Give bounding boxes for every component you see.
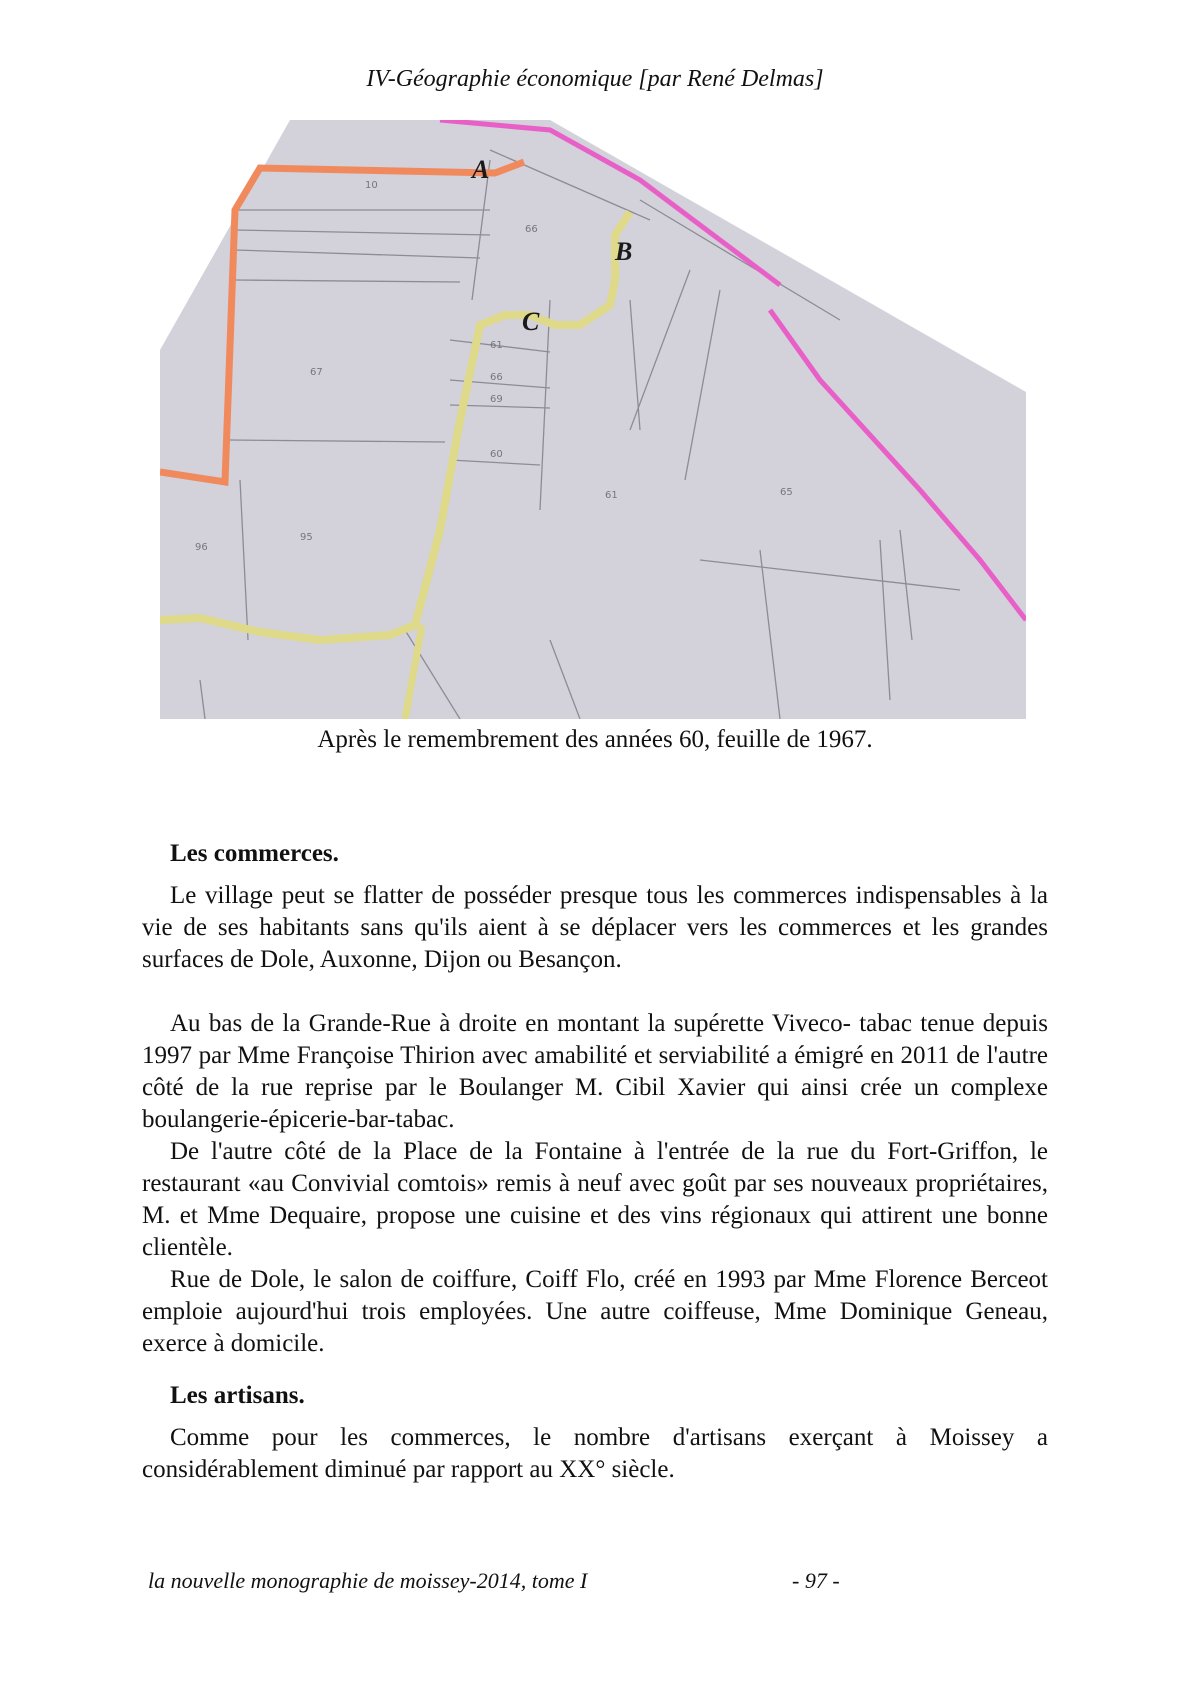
svg-text:67: 67 (310, 367, 323, 378)
svg-text:61: 61 (490, 340, 503, 351)
section-heading-artisans: Les artisans. (170, 1382, 305, 1409)
svg-text:65: 65 (780, 487, 793, 498)
running-header: IV-Géographie économique [par René Delmas] (366, 66, 824, 92)
map-label-b: B (615, 237, 633, 266)
map-label-a: A (472, 155, 490, 184)
svg-text:61: 61 (605, 490, 618, 501)
paragraph: Comme pour les commerces, le nombre d'artisans exerçant à Moissey a considérablement diminué par rapport au XX° siècle. (142, 1424, 1048, 1483)
map-label-c: C (522, 307, 540, 336)
cadastral-map-image (160, 120, 1026, 719)
paragraph: De l'autre côté de la Place de la Fontaine à l'entrée de la rue du Fort-Griffon, le restaurant «au Convivial comtois» remis à neuf avec goût par ses nouveaux propriétaires, M. et Mme Dequaire, propose une cuisine et des vins régionaux qui attirent une bonne clientèle. (142, 1138, 1048, 1261)
section-heading-commerces: Les commerces. (170, 840, 339, 867)
svg-text:95: 95 (300, 532, 313, 543)
page-number: - 97 - (792, 1568, 840, 1593)
paragraph: Rue de Dole, le salon de coiffure, Coiff Flo, créé en 1993 par Mme Florence Berceot emploie aujourd'hui trois employées. Une autre coiffeuse, Mme Dominique Geneau, exerce à domicile. (142, 1266, 1048, 1357)
paragraph: Au bas de la Grande-Rue à droite en montant la supérette Viveco- tabac tenue depuis 1997 par Mme Françoise Thirion avec amabilité et serviabilité a émigré en 2011 de l'autre côté de la rue reprise par le Boulanger M. Cibil Xavier qui ainsi crée un complexe boulangerie-épicerie-bar-tabac. (142, 1010, 1048, 1133)
svg-text:69: 69 (490, 394, 503, 405)
svg-text:10: 10 (365, 180, 378, 191)
footer-book-title: la nouvelle monographie de moissey-2014, tome I (148, 1568, 588, 1593)
svg-text:66: 66 (525, 224, 538, 235)
svg-text:96: 96 (195, 542, 208, 553)
paragraph: Le village peut se flatter de posséder presque tous les commerces indispensables à la vie de ses habitants sans qu'ils aient à se déplacer vers les commerces et les grandes surfaces de Dole, Auxonne, Dijon ou Besançon. (142, 882, 1048, 973)
body-text (142, 838, 1048, 1486)
svg-text:66: 66 (490, 372, 503, 383)
figure-caption: Après le remembrement des années 60, feuille de 1967. (317, 726, 873, 753)
svg-text:60: 60 (490, 449, 503, 460)
page-footer (148, 1568, 1048, 1594)
